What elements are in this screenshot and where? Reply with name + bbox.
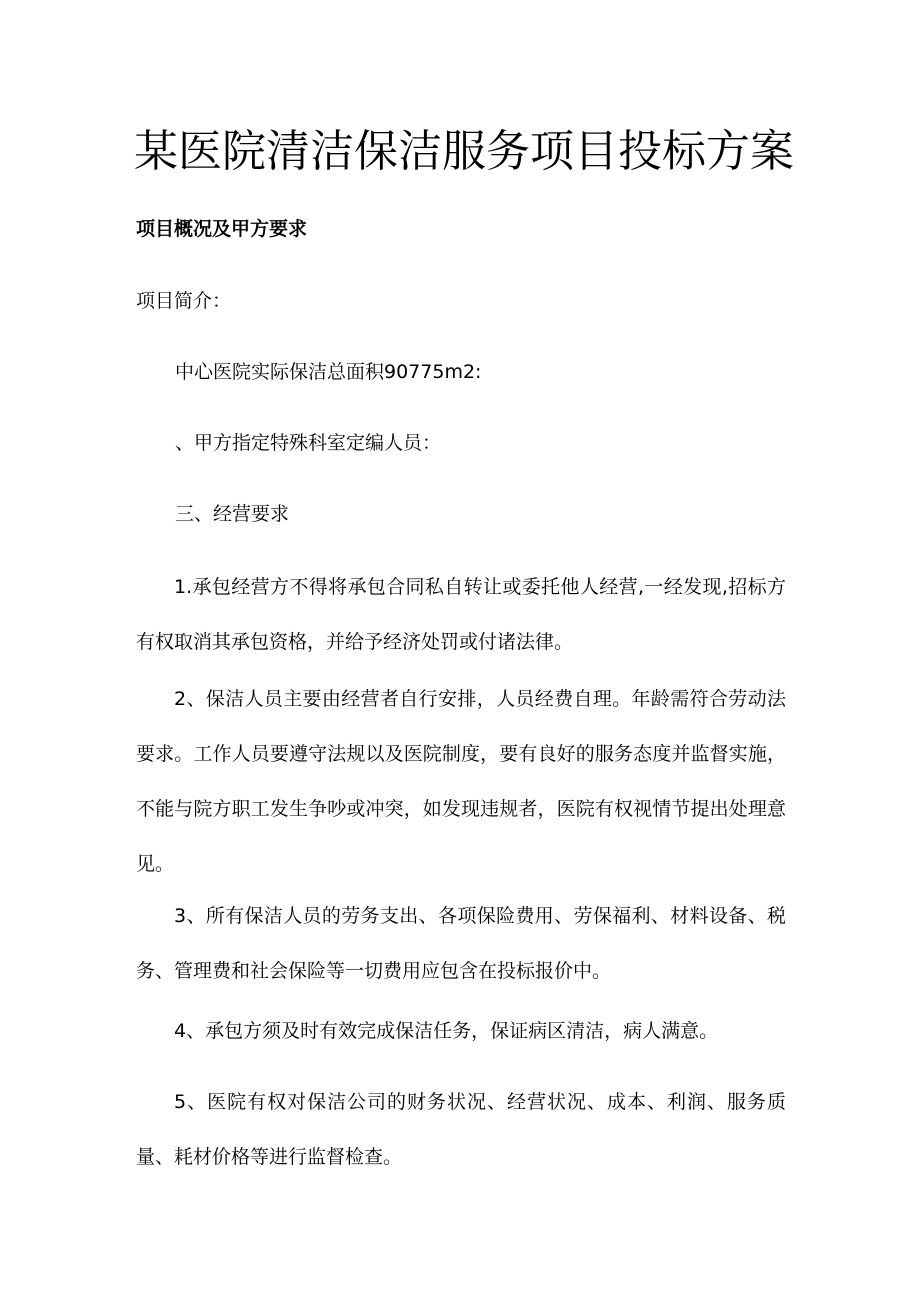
area-line: 中心医院实际保洁总面积90775m2: (175, 361, 482, 383)
requirement-paragraph-4: 4、承包方须及时有效完成保洁任务，保证病区清洁，病人满意。 (174, 1020, 719, 1042)
requirement-paragraph-3: 3、所有保洁人员的劳务支出、各项保险费用、劳保福利、材料设备、税务、管理费和社会保险等一切费用应包含在投标报价中。 (136, 905, 786, 982)
section-heading: 项目概况及甲方要求 (136, 218, 308, 240)
requirement-paragraph-2: 2、保洁人员主要由经营者自行安排，人员经费自理。年龄需符合劳动法要求。工作人员要遵守法规以及医院制度，要有良好的服务态度并监督实施，不能与院方职工发生争吵或冲突，如发现违规者，医院有权视情节提出处理意见。 (136, 688, 786, 875)
staff-line: 、甲方指定特殊科室定编人员： (175, 432, 442, 454)
intro-label: 项目简介： (136, 290, 232, 312)
document-title: 某医院清洁保洁服务项目投标方案 (134, 126, 794, 177)
requirements-heading: 三、经营要求 (175, 503, 290, 525)
requirement-paragraph-1: 1.承包经营方不得将承包合同私自转让或委托他人经营,一经发现,招标方有权取消其承包资格，并给予经济处罚或付诸法律。 (136, 576, 786, 653)
requirement-paragraph-5: 5、医院有权对保洁公司的财务状况、经营状况、成本、利润、服务质量、耗材价格等进行监督检查。 (136, 1091, 786, 1168)
